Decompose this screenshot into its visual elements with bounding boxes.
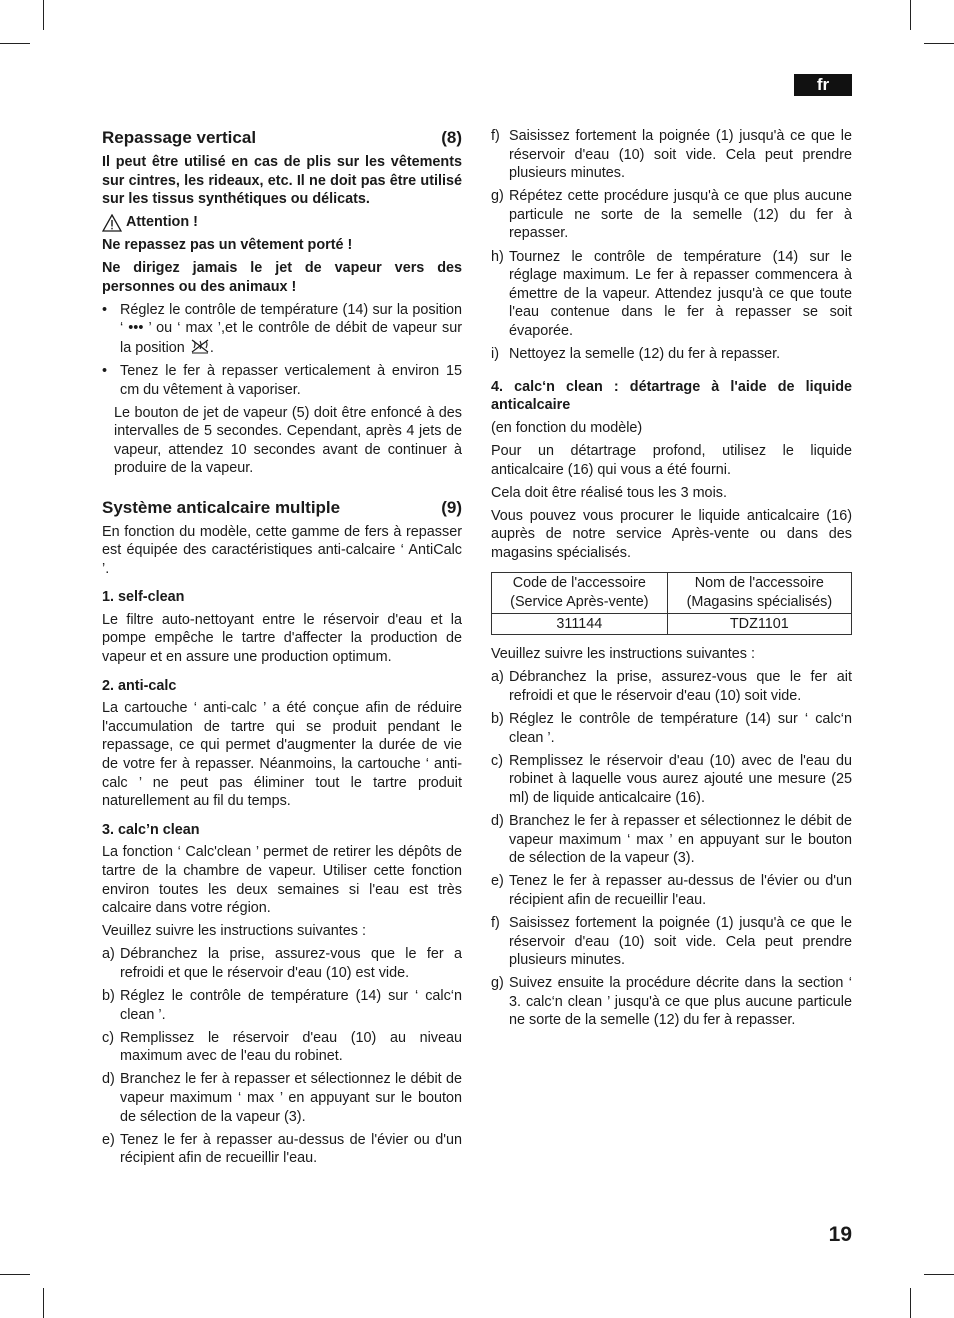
- table-cell: 311144: [492, 613, 668, 635]
- list-marker: d): [491, 813, 504, 829]
- list-marker: g): [491, 975, 504, 992]
- section-number: (8): [441, 128, 462, 147]
- table-cell: TDZ1101: [667, 613, 851, 635]
- list-item: [491, 872, 852, 909]
- header-line: (Magasins spécialisés): [686, 594, 833, 611]
- list-item-text: Tournez le contrôle de température (14) sur le réglage maximum. Le fer à repasser commencera à émettre de la vapeur. Attendez jusqu'à ce que toute l'eau contenue dans le fer à repasser se soit évaporée.: [509, 248, 852, 339]
- list-item-text: Réglez le contrôle de température (14) sur ‘ calc‘n clean ’.: [120, 988, 462, 1023]
- list-item: [491, 345, 852, 364]
- table-header-cell: [667, 573, 851, 613]
- descaling-purchase: Vous pouvez vous procurer le liquide anticalcaire (16) auprès de notre service Après-vente ou dans des magasins spécialisés.: [491, 507, 852, 561]
- list-marker: g): [491, 188, 504, 205]
- list-item: [491, 668, 852, 705]
- crop-mark: [0, 43, 30, 44]
- list-item-text: Réglez le contrôle de température (14) sur ‘ calc‘n clean ’.: [509, 711, 852, 746]
- list-item: [491, 127, 852, 183]
- list-item-text: Saisissez fortement la poignée (1) jusqu'à ce que le réservoir d'eau (10) soit vide. Cela peut prendre plusieurs minutes.: [509, 914, 852, 969]
- section-heading-vertical-ironing: [102, 127, 462, 149]
- header-line: Code de l'accessoire: [512, 575, 646, 592]
- self-clean-text: Le filtre auto-nettoyant entre le réservoir d'eau et la pompe empêche le tartre d'affecter la production de vapeur et en assure une production optimum.: [102, 611, 462, 666]
- page-number: 19: [828, 1223, 852, 1246]
- model-note: (en fonction du modèle): [491, 419, 643, 436]
- section-title: Repassage vertical: [102, 128, 257, 147]
- list-marker: c): [491, 752, 503, 769]
- warning-steam-direction: Ne dirigez jamais le jet de vapeur vers des personnes ou des animaux !: [102, 259, 462, 295]
- list-marker: h): [491, 248, 504, 265]
- attention-line: [102, 213, 462, 232]
- left-column: [102, 127, 462, 1172]
- list-item-text: Débranchez la prise, assurez-vous que le fer ait refroidi et que le réservoir d'eau (10) soit vide.: [509, 669, 852, 704]
- list-item-text: Répétez cette procédure jusqu'à ce que plus aucune particule ne sorte de la semelle (12) du fer à repasser.: [509, 188, 852, 242]
- list-marker: f): [491, 914, 500, 931]
- list-item-text: Suivez ensuite la procédure décrite dans la section ‘ 3. calc‘n clean ’ jusqu'à ce que plus aucune particule ne sorte de la semelle (12) du fer à repasser.: [509, 975, 852, 1029]
- anti-calc-text: La cartouche ‘ anti-calc ’ a été conçue afin de réduire l'accumulation de tartre qui se produit pendant le repassage, ce qui permet d'augmenter la durée de vie de votre fer à repasser. Néanmoins, la cartouche ‘ anti-calc ’ ne peut pas éliminer tout le tartre produit naturellement au fil du temps.: [102, 700, 462, 810]
- warning-worn-garment: Ne repassez pas un vêtement porté !: [102, 236, 353, 253]
- table-row: [492, 573, 852, 613]
- language-tab: fr: [794, 74, 852, 96]
- list-item: [102, 301, 462, 358]
- crop-mark: [43, 1288, 44, 1318]
- list-item-text: Remplissez le réservoir d'eau (10) au niveau maximum avec de l'eau du robinet.: [120, 1029, 462, 1065]
- bullet: •: [102, 301, 108, 318]
- crop-mark: [43, 0, 44, 30]
- list-item-text: Réglez le contrôle de température (14) sur la position ‘ ••• ’ ou ‘ max ’,et le contrôle de débit de vapeur sur la position: [120, 301, 462, 356]
- accessory-table: [491, 572, 852, 635]
- list-item-text: Tenez le fer à repasser au-dessus de l'évier ou d'un récipient afin de recueillir l'eau.: [509, 873, 852, 908]
- list-marker: a): [491, 669, 504, 686]
- instructions-intro: Veuillez suivre les instructions suivantes :: [491, 646, 755, 663]
- anticalc-intro: En fonction du modèle, cette gamme de fers à repasser est équipée des caractéristiques anti-calcaire ‘ AntiCalc ’.: [102, 523, 462, 577]
- list-item-text: Branchez le fer à repasser et sélectionnez le débit de vapeur maximum ‘ max ’ en appuyant sur le bouton de sélection de la vapeur (3).: [509, 813, 852, 867]
- list-item: [491, 248, 852, 341]
- crop-mark: [910, 1288, 911, 1318]
- list-item-continuation: Le bouton de jet de vapeur (5) doit être enfoncé à des intervalles de 5 secondes. Cependant, après 4 jets de vapeur, attendez 10 secondes avant de continuer à produire de la vapeur.: [114, 404, 462, 477]
- table-header-cell: [492, 573, 668, 613]
- section-heading-anticalc: [102, 497, 462, 519]
- list-item-end: .: [209, 339, 214, 356]
- list-item: [102, 1029, 462, 1066]
- attention-label: Attention !: [126, 214, 198, 231]
- crop-mark: [910, 0, 911, 30]
- header-line: Nom de l'accessoire: [694, 575, 824, 592]
- instructions-intro: Veuillez suivre les instructions suivantes :: [102, 923, 366, 940]
- table-row: [492, 613, 852, 635]
- subheading-anti-calc: 2. anti-calc: [102, 677, 177, 694]
- list-item: [491, 187, 852, 243]
- list-marker: a): [102, 946, 115, 963]
- bullet: •: [102, 362, 108, 379]
- list-item: [102, 987, 462, 1024]
- subheading-calc-n-clean: 3. calc’n clean: [102, 821, 200, 838]
- list-marker: e): [491, 873, 504, 890]
- steps-list: [102, 945, 462, 1168]
- steps-list: [491, 668, 852, 1030]
- descaling-frequency: Cela doit être réalisé tous les 3 mois.: [491, 484, 727, 501]
- list-item-text: Tenez le fer à repasser verticalement à environ 15 cm du vêtement à vaporiser.: [120, 362, 462, 398]
- list-marker: d): [102, 1071, 115, 1088]
- list-item-text: Remplissez le réservoir d'eau (10) avec de l'eau du robinet à laquelle vous aurez ajouté une mesure (25 ml) de liquide anticalcaire (16).: [509, 752, 852, 806]
- steam-setting-icon: [190, 338, 210, 354]
- list-item-text: Saisissez fortement la poignée (1) jusqu'à ce que le réservoir d'eau (10) soit vide. Cela peut prendre plusieurs minutes.: [509, 128, 852, 182]
- list-item: [491, 752, 852, 808]
- subheading-descaling-liquid: 4. calc‘n clean : détartrage à l'aide de liquide anticalcaire: [491, 378, 852, 414]
- list-marker: b): [102, 988, 115, 1005]
- list-item: [102, 362, 462, 399]
- section-title: Système anticalcaire multiple: [102, 497, 341, 517]
- list-item: [102, 1131, 462, 1168]
- list-item-text: Tenez le fer à repasser au-dessus de l'évier ou d'un récipient afin de recueillir l'eau.: [120, 1131, 462, 1167]
- list-item: [491, 710, 852, 747]
- list-item: [491, 812, 852, 868]
- list-item-text: Débranchez la prise, assurez-vous que le fer a refroidi et que le réservoir d'eau (10) est vide.: [120, 946, 462, 981]
- list-marker: e): [102, 1131, 115, 1148]
- list-item: [102, 1070, 462, 1126]
- steps-list: [491, 127, 852, 364]
- list-item: [491, 914, 852, 970]
- crop-mark: [924, 1274, 954, 1275]
- section-number: (9): [441, 497, 462, 517]
- list-marker: b): [491, 711, 504, 728]
- warning-triangle-icon: [102, 214, 122, 232]
- calc-n-clean-text: La fonction ‘ Calc'clean ’ permet de retirer les dépôts de tartre de la chambre de vapeur. Utiliser cette fonction environ toutes les deux semaines si l'eau est très calcaire dans votre région.: [102, 844, 462, 917]
- list-item: [491, 974, 852, 1030]
- subheading-self-clean: 1. self-clean: [102, 589, 185, 606]
- header-line: (Service Après-vente): [510, 594, 649, 611]
- list-item-text: Branchez le fer à repasser et sélectionnez le débit de vapeur maximum ‘ max ’ en appuyant sur le bouton de sélection de la vapeur (3).: [120, 1071, 462, 1125]
- descaling-text: Pour un détartrage profond, utilisez le liquide anticalcaire (16) qui vous a été fourni.: [491, 442, 852, 478]
- right-column: [491, 127, 852, 1035]
- list-marker: i): [491, 346, 499, 363]
- vertical-ironing-intro: Il peut être utilisé en cas de plis sur les vêtements sur cintres, les rideaux, etc. Il ne doit pas être utilisé sur les tissus synthétiques ou délicats.: [102, 154, 462, 208]
- crop-mark: [924, 43, 954, 44]
- list-marker: c): [102, 1029, 114, 1046]
- list-item: [102, 945, 462, 982]
- list-marker: f): [491, 128, 500, 144]
- list-item-text: Nettoyez la semelle (12) du fer à repasser.: [509, 346, 781, 363]
- crop-mark: [0, 1274, 30, 1275]
